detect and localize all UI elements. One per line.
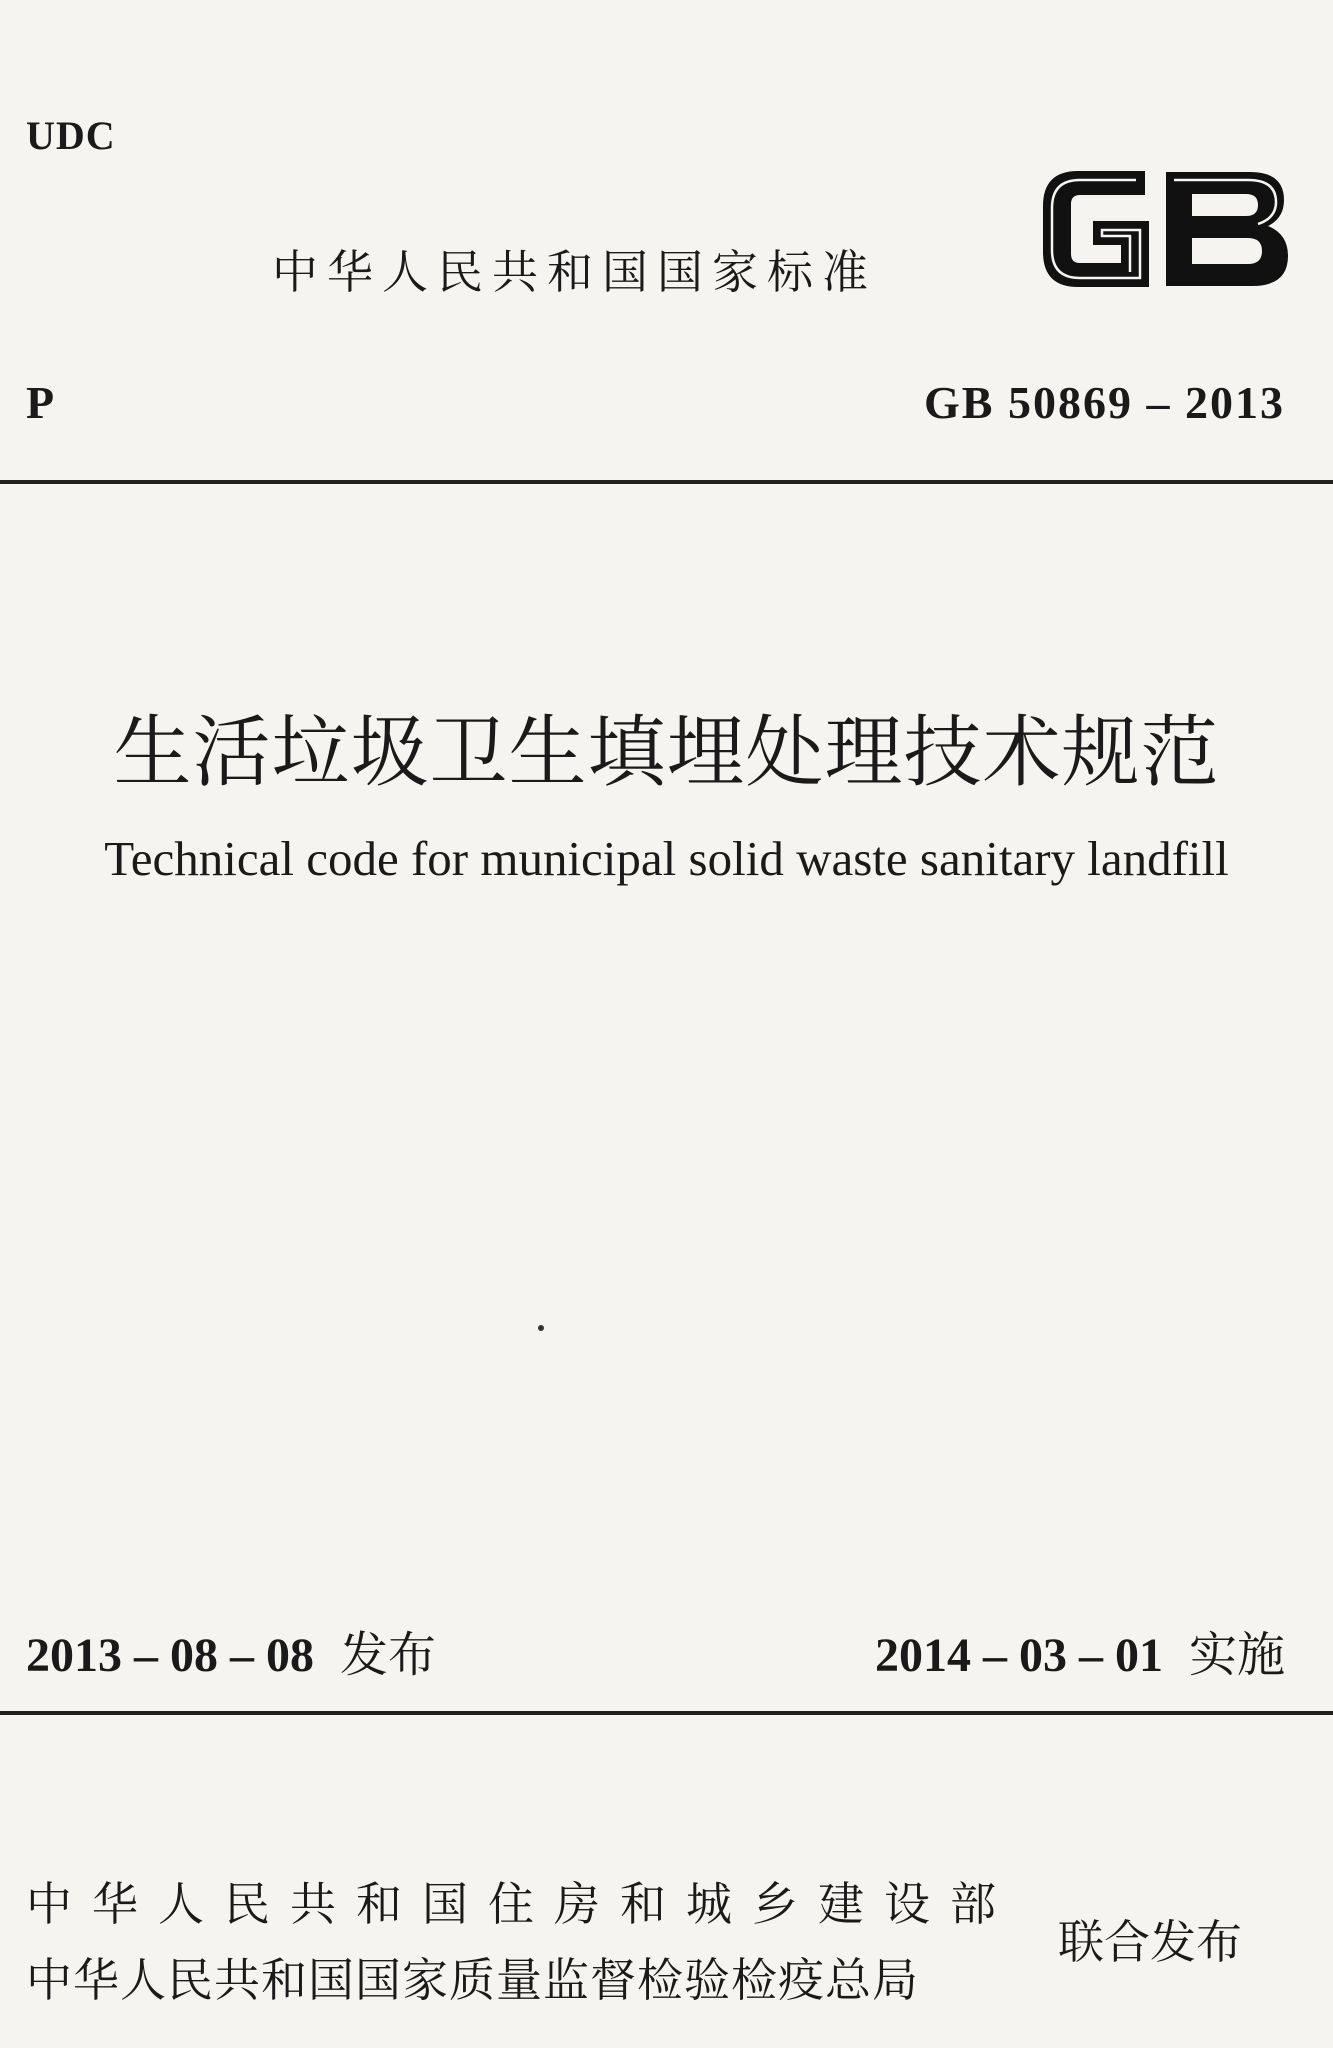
issue-date-line xyxy=(26,1616,436,1685)
speck-dot xyxy=(538,1325,544,1331)
title-english: Technical code for municipal solid waste sanitary landfill xyxy=(104,831,1229,886)
gb-logo-icon xyxy=(1036,160,1294,298)
title-chinese: 生活垃圾卫生填埋处理技术规范 xyxy=(113,708,1220,798)
classification-code: P xyxy=(26,377,55,428)
bottom-divider xyxy=(0,1711,1333,1715)
national-standard-heading: 中华人民共和国国家标准 xyxy=(272,245,877,299)
implementation-date: 2014 – 03 – 01 xyxy=(874,1629,1163,1682)
standard-number: GB 50869 – 2013 xyxy=(924,377,1285,428)
issue-label: 发布 xyxy=(340,1627,437,1683)
udc-label: UDC xyxy=(26,113,116,158)
issuer-administration: 中华人民共和国国家质量监督检验检疫总局 xyxy=(26,1953,919,2007)
implementation-date-line xyxy=(875,1616,1285,1685)
issue-date: 2013 – 08 – 08 xyxy=(26,1629,314,1682)
implementation-label: 实施 xyxy=(1188,1627,1285,1683)
top-divider xyxy=(0,480,1333,484)
joint-issue-label: 联合发布 xyxy=(1058,1915,1242,1969)
issuer-ministry: 中华人民共和国住房和城乡建设部 xyxy=(26,1877,1016,1931)
